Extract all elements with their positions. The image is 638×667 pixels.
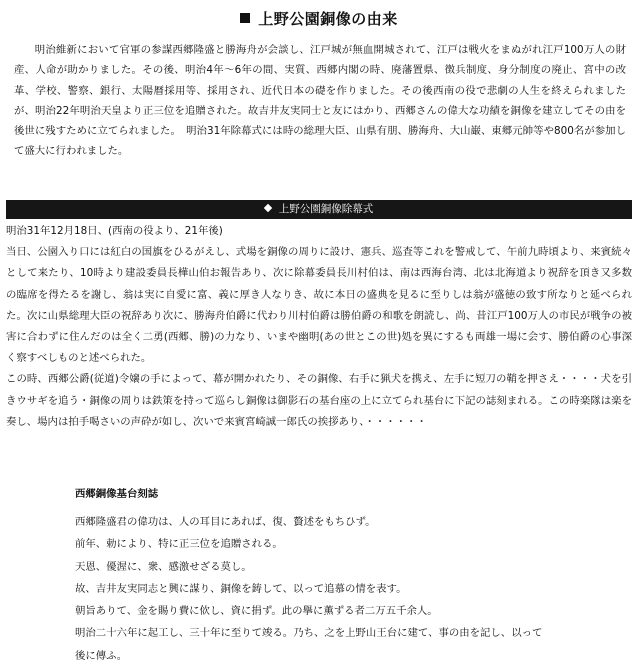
inscription-title: 西郷銅像基台刻誌	[75, 488, 159, 500]
section-header-text: 上野公園銅像除幕式	[278, 203, 374, 215]
ceremony-date-line: 明治31年12月18日、(西南の役より、21年後)	[6, 225, 223, 237]
ceremony-section	[6, 221, 632, 433]
inscription-line: 天恩、優渥に、衆、感激せざる莫し。	[75, 560, 252, 573]
square-bullet-icon	[240, 13, 250, 23]
inscription-line: 明治二十六年に起工し、三十年に至りて竣る。乃ち、之を上野山王台に建て、事の由を記し、以って	[75, 627, 543, 640]
intro-section	[14, 40, 626, 162]
inscription-line: 故、吉井友実同志と興に謀り、銅像を鋳して、以って追慕の情を表す。	[75, 582, 407, 595]
inscription-line: 朝旨ありて、金を賜り費に佽し、資に捐ず。此の擧に薫ずる者二万五千余人。	[75, 605, 438, 618]
section-header-bar	[6, 200, 632, 219]
page-title-text: 上野公園銅像の由来	[258, 10, 398, 28]
inscription-body	[75, 511, 595, 667]
page-title	[0, 8, 638, 29]
diamond-bullet-icon	[264, 204, 272, 212]
ceremony-paragraph-2: この時、西郷公爵(従道)令嬢の手によって、幕が開かれたり、その銅像、右手に猟犬を携え、左手に短刀の鞘を押さえ・・・・犬を引きウサギを追う・銅像の周りは鉄策を持って巡らし銅像は御影石の基台座の上に立てられ基台に下記の誌刻まれる。この時楽隊は楽を奏し、場内は拍手喝さいの声砕が如し、次いで来賓宮崎誠一郎氏の挨拶あり、・・・・・・	[6, 373, 632, 428]
ceremony-paragraph-1: 当日、公園入り口には紅白の国旗をひるがえし、式場を銅像の周りに設け、憲兵、巡査等これを警戒して、午前九時頃より、来賓続々として来たり、10時より建設委員長樺山伯お報告あり、次に除幕委員長川村伯は、南は西海台湾、北は北海道より祝辞を頂き又多数の臨席を得たるを謝し、翁は実に自愛に富、義に厚き人なりき、故に本日の盛典を見るに至りしは翁が盛徳の致す所なりと延べられた。次に山県総理大臣の祝辞あり次に、勝海舟伯爵に代わり川村伯爵は勝伯爵の和歌を朗読し、尚、昔江戸100万人の市民が戦争の被害に合わずに住んだのは全く二勇(西郷、勝)の力なり、いまや幽明(あの世とこの世)処を異にするも両雄一場に会す、勝伯爵の心事深く察すべしものと述べられた。	[6, 246, 632, 365]
inscription-line: 西郷隆盛君の偉功は、人の耳目にあれば、復、贅述をもちひず。	[75, 516, 376, 528]
intro-paragraph: 明治維新において官軍の参謀西郷隆盛と勝海舟が会談し、江戸城が無血開城されて、江戸は戦火をまぬがれ江戸100万人の財産、人命が助かりました。その後、明治4年～6年の間、実質、西郷内閣の時、廃藩置県、徴兵制度、身分制度の廃止、宮中の改革、学校、警察、銀行、太陽暦採用等、採用され、近代日本の礎を作りました。その後西南の役で悲劇の人生を終えられましたが、明治22年明治天皇より正三位を追贈された。故吉井友実同士と友にはかり、西郷さんの偉大な功績を銅像を建立してその由を後世に残すために立てられました。 明治31年除幕式には時の総理大臣、山県有朋、勝海舟、大山巌、東郷元帥等や800名が参加して盛大に行われました。	[14, 44, 626, 158]
inscription-line: 後に傳ふ。	[75, 649, 128, 662]
inscription-line: 前年、勅により、特に正三位を追贈される。	[75, 538, 283, 551]
